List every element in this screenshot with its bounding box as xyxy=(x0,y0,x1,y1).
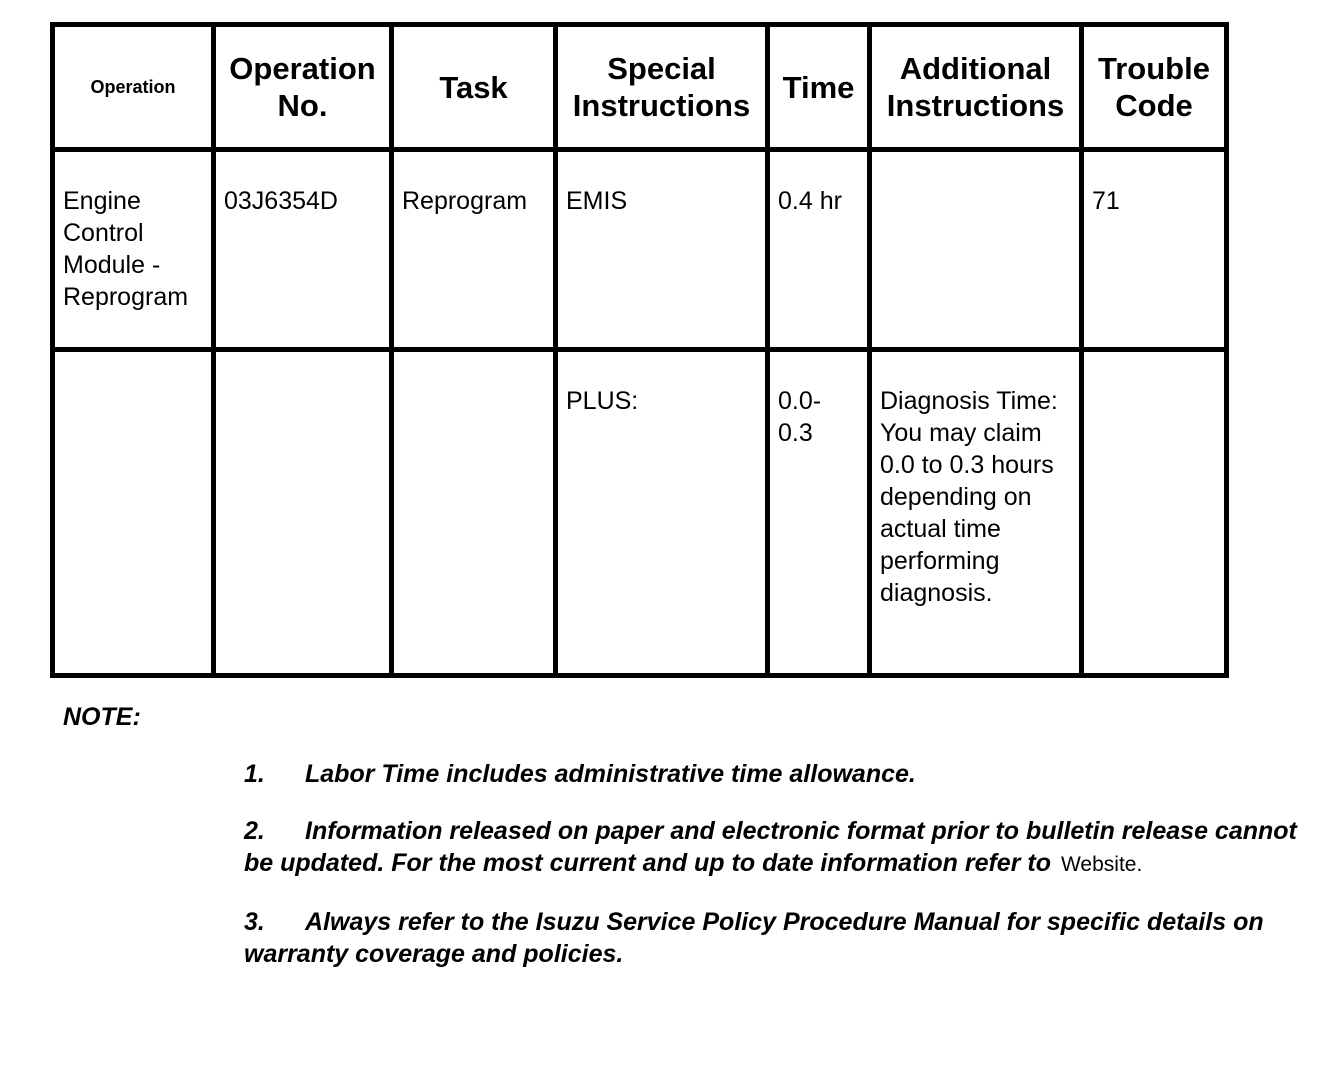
table-row xyxy=(53,350,1227,676)
header-special-instructions: Special Instructions xyxy=(556,25,768,150)
note-number: 1. xyxy=(244,760,265,788)
cell-task xyxy=(392,350,556,676)
cell-time: 0.0-0.3 xyxy=(768,350,870,676)
header-operation-no: Operation No. xyxy=(214,25,392,150)
note-text: Labor Time includes administrative time allowance. xyxy=(305,760,916,788)
note-text: Information released on paper and electronic format prior to bulletin release cannot be updated. For the most current and up to date information refer to xyxy=(244,817,1297,877)
note-item xyxy=(244,758,1304,790)
cell-operation: Engine Control Module - Reprogram xyxy=(53,150,214,350)
table-row xyxy=(53,150,1227,350)
header-operation: Operation xyxy=(53,25,214,150)
notes-list xyxy=(244,758,1304,995)
cell-additional-instructions: Diagnosis Time: You may claim 0.0 to 0.3 hours depending on actual time performing diagnosis. xyxy=(870,350,1082,676)
cell-trouble-code xyxy=(1082,350,1227,676)
cell-trouble-code: 71 xyxy=(1082,150,1227,350)
cell-time: 0.4 hr xyxy=(768,150,870,350)
cell-special-instructions: EMIS xyxy=(556,150,768,350)
header-trouble-code: Trouble Code xyxy=(1082,25,1227,150)
note-item xyxy=(244,906,1304,970)
note-number: 2. xyxy=(244,817,265,845)
header-additional-instructions: Additional Instructions xyxy=(870,25,1082,150)
cell-operation xyxy=(53,350,214,676)
note-text: Always refer to the Isuzu Service Policy Procedure Manual for specific details on warranty coverage and policies. xyxy=(244,908,1264,968)
header-time: Time xyxy=(768,25,870,150)
note-item xyxy=(244,815,1304,881)
header-task: Task xyxy=(392,25,556,150)
cell-operation-no xyxy=(214,350,392,676)
cell-additional-instructions xyxy=(870,150,1082,350)
note-number: 3. xyxy=(244,908,265,936)
cell-operation-no: 03J6354D xyxy=(214,150,392,350)
cell-special-instructions: PLUS: xyxy=(556,350,768,676)
table-header-row xyxy=(53,25,1227,150)
note-label: NOTE: xyxy=(63,703,141,731)
labor-operation-table xyxy=(50,22,1229,678)
cell-task: Reprogram xyxy=(392,150,556,350)
website-link[interactable]: Website. xyxy=(1060,853,1143,876)
